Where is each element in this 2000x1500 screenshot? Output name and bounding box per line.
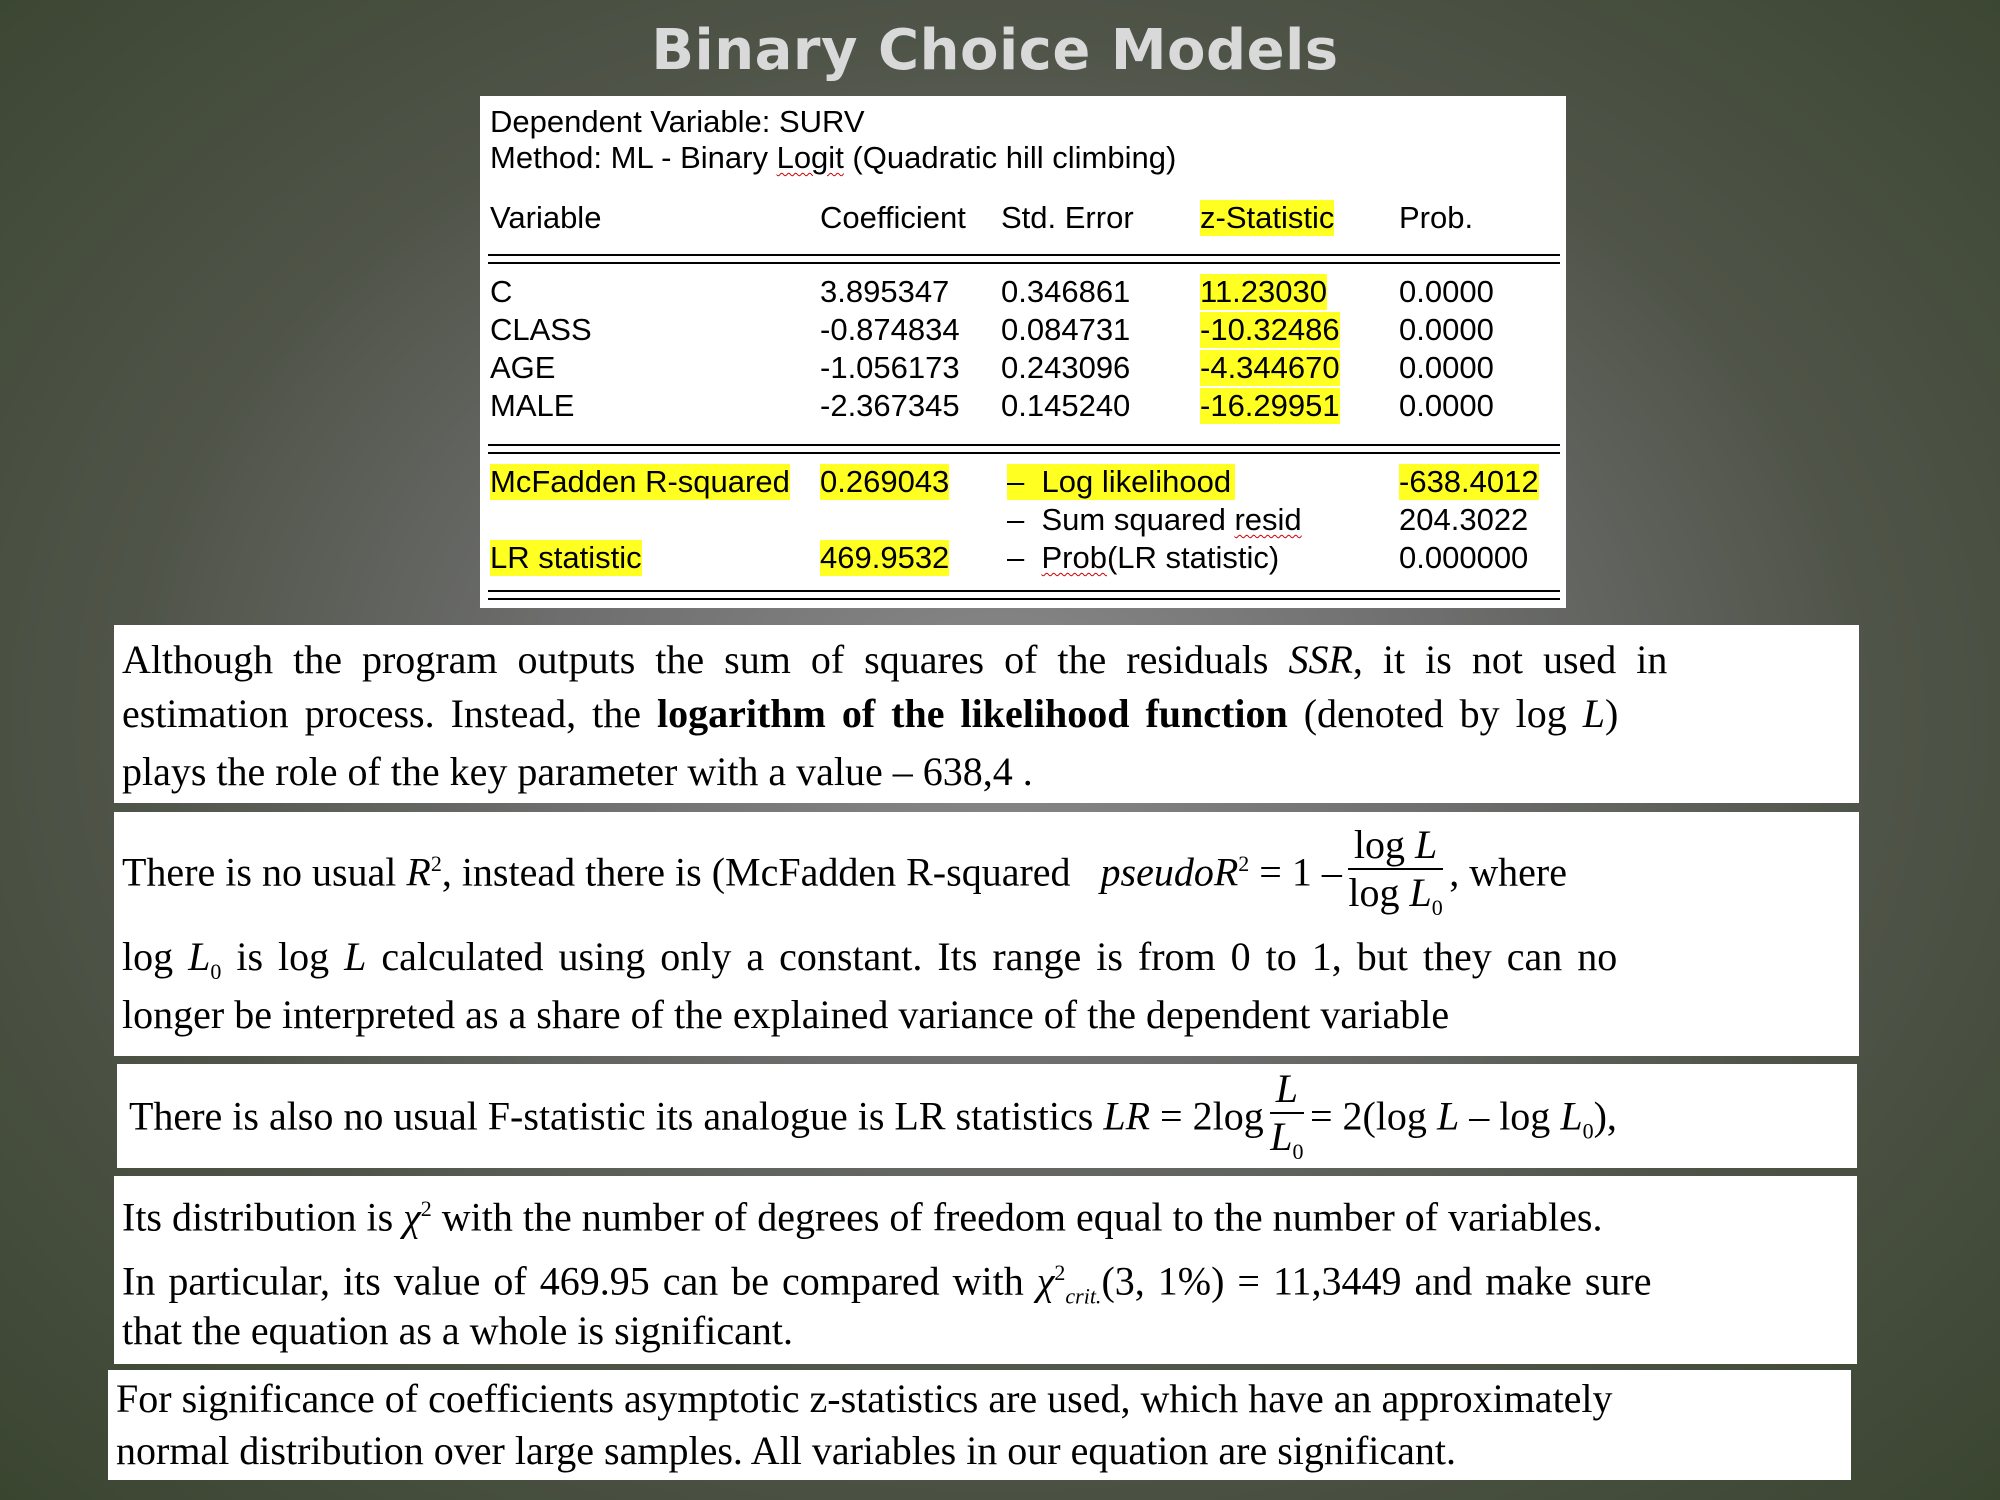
- ssr-resid: resid: [1234, 502, 1302, 537]
- box2-subscript: 0: [210, 959, 222, 984]
- box3-text: – log: [1459, 1093, 1561, 1139]
- double-rule-middle: [488, 444, 1560, 454]
- log-likelihood-label: [1007, 464, 1235, 500]
- mcfadden-label: McFadden R-squared: [490, 464, 790, 499]
- den-subscript: 0: [1292, 1139, 1304, 1164]
- crit-subscript: crit.: [1065, 1283, 1102, 1309]
- box2-text: There is no usual: [122, 849, 407, 895]
- den-L: L: [1270, 1114, 1293, 1159]
- box3-text: ),: [1593, 1093, 1617, 1139]
- row-std-error: 0.084731: [1001, 312, 1131, 347]
- text-box-chi-square: [114, 1176, 1857, 1364]
- row-variable: AGE: [490, 350, 556, 385]
- r-symbol: R: [406, 849, 431, 895]
- prob-text: Prob: [1041, 540, 1107, 575]
- fraction-numerator: [1348, 822, 1443, 870]
- row-coefficient: -0.874834: [820, 312, 960, 347]
- box2-text: , instead there is (McFadden R-squared: [441, 849, 1071, 895]
- box1-text: , it is not used in: [1352, 637, 1668, 682]
- box3-line: [129, 1066, 1617, 1182]
- ssr-label: [1007, 502, 1302, 538]
- ssr-value: 204.3022: [1399, 502, 1529, 537]
- box1-text: ): [1605, 691, 1619, 736]
- chi-symbol: χ: [403, 1194, 421, 1240]
- double-rule-bottom: [488, 590, 1560, 600]
- box2-symbol-L: L: [344, 934, 367, 979]
- box2-text: = 1 –: [1249, 849, 1342, 895]
- pseudo-r-superscript: 2: [1238, 851, 1250, 876]
- fraction-denominator: [1270, 1114, 1304, 1175]
- box1-text: (denoted by: [1287, 691, 1516, 736]
- box2-text: is log: [221, 934, 345, 979]
- box4-text: Its distribution is: [122, 1194, 404, 1240]
- row-z-statistic: -10.32486: [1200, 312, 1340, 347]
- box2-line3: longer be interpreted as a share of the explained variance of the dependent variable: [122, 992, 1450, 1037]
- lr-symbol: LR: [1103, 1093, 1151, 1139]
- chi-superscript: 2: [420, 1196, 432, 1221]
- text-box-lr-statistic: [117, 1064, 1857, 1168]
- box3-subscript: 0: [1582, 1118, 1594, 1144]
- slide-title: Binary Choice Models: [651, 18, 1339, 83]
- box1-line3: plays the role of the key parameter with a value – 638,4 .: [122, 749, 1033, 794]
- method-prefix: Method: ML - Binary: [490, 140, 777, 175]
- den-subscript: 0: [1431, 894, 1443, 920]
- box2-text: , where: [1449, 849, 1567, 895]
- chi-symbol: χ: [1036, 1258, 1055, 1304]
- ssr-text: Sum squared: [1041, 502, 1235, 537]
- row-prob: 0.0000: [1399, 274, 1494, 309]
- method-logit: Logit: [776, 140, 844, 175]
- den-L: L: [1409, 869, 1432, 915]
- row-prob: 0.0000: [1399, 350, 1494, 385]
- chi-superscript: 2: [1054, 1260, 1066, 1285]
- header-std-error: Std. Error: [1001, 200, 1134, 235]
- r-superscript: 2: [430, 851, 442, 876]
- ssr-symbol: SSR: [1288, 637, 1353, 682]
- box3-text: There is also no usual F-statistic its analogue is LR statistics: [129, 1093, 1104, 1139]
- prob-lr-value: 0.000000: [1399, 540, 1529, 575]
- lr-statistic-value: 469.9532: [820, 540, 950, 575]
- method-line: [490, 140, 1176, 176]
- text-box-loglikelihood: [114, 625, 1859, 803]
- text-box-significance: [108, 1370, 1851, 1480]
- row-prob: 0.0000: [1399, 388, 1494, 423]
- box1-text: Although the program outputs the sum of squares of the residuals: [122, 637, 1289, 682]
- box1-bold-term: logarithm of the likelihood function: [656, 691, 1288, 736]
- row-coefficient: -2.367345: [820, 388, 960, 423]
- box4-text: (3, 1%) = 11,3449 and make sure: [1101, 1258, 1652, 1304]
- row-std-error: 0.145240: [1001, 388, 1131, 423]
- fraction-numerator: L: [1270, 1066, 1304, 1114]
- text-box-pseudo-r2: [114, 812, 1859, 1056]
- row-variable: C: [490, 274, 513, 309]
- mcfadden-value: 0.269043: [820, 464, 950, 499]
- box2-text: calculated using only a constant. Its range is from 0 to 1, but they can no: [366, 934, 1618, 979]
- box5-line2: normal distribution over large samples. All variables in our equation are significant.: [116, 1428, 1457, 1473]
- box1-line1: [122, 633, 1667, 687]
- box1-text: estimation process. Instead, the: [122, 691, 657, 736]
- box1-symbol-L: L: [1582, 691, 1606, 736]
- row-z-statistic: 11.23030: [1200, 274, 1327, 309]
- box4-text: with the number of degrees of freedom equal to the number of variables.: [431, 1194, 1603, 1240]
- row-variable: MALE: [490, 388, 575, 423]
- num-log: log: [1353, 821, 1415, 867]
- num-L: L: [1414, 821, 1438, 867]
- box2-line1: [122, 816, 1567, 931]
- box3-symbol-L: L: [1560, 1093, 1583, 1139]
- lr-fraction: [1270, 1066, 1304, 1175]
- row-std-error: 0.346861: [1001, 274, 1131, 309]
- box5-line1: For significance of coefficients asymptotic z-statistics are used, which have an approximately: [116, 1376, 1613, 1421]
- header-variable: Variable: [490, 200, 602, 235]
- row-coefficient: 3.895347: [820, 274, 950, 309]
- box2-symbol-L: L: [188, 934, 211, 979]
- lr-statistic-text: (LR statistic): [1106, 540, 1280, 575]
- box4-line1: [122, 1182, 1602, 1244]
- den-log: log: [1348, 869, 1410, 915]
- header-z-statistic: z-Statistic: [1200, 200, 1335, 235]
- dash: –: [1007, 464, 1025, 499]
- row-std-error: 0.243096: [1001, 350, 1131, 385]
- fraction-denominator: [1348, 870, 1443, 931]
- box3-text: = 2log: [1150, 1093, 1264, 1139]
- pseudo-r2-fraction: [1348, 822, 1443, 931]
- lr-statistic-label: LR statistic: [490, 540, 642, 575]
- header-prob: Prob.: [1399, 200, 1474, 235]
- box1-text: log: [1515, 691, 1583, 736]
- box4-text: In particular, its value of 469.95 can be compared with: [122, 1258, 1037, 1304]
- dash: –: [1007, 540, 1025, 575]
- double-rule-top: [488, 254, 1560, 264]
- header-coefficient: Coefficient: [820, 200, 966, 235]
- dependent-variable-line: Dependent Variable: SURV: [490, 104, 865, 139]
- box4-line3: that the equation as a whole is significant.: [122, 1308, 793, 1353]
- dash: –: [1007, 502, 1025, 537]
- prob-lr-label: [1007, 540, 1279, 576]
- pseudo-r-symbol: pseudoR: [1100, 849, 1239, 895]
- row-coefficient: -1.056173: [820, 350, 960, 385]
- method-suffix: (Quadratic hill climbing): [843, 140, 1177, 175]
- box1-line2: [122, 687, 1618, 741]
- box2-text: log: [122, 934, 189, 979]
- log-likelihood-value: -638.4012: [1399, 464, 1539, 499]
- box3-text: = 2(log: [1309, 1093, 1437, 1139]
- row-z-statistic: -16.29951: [1200, 388, 1340, 423]
- row-variable: CLASS: [490, 312, 592, 347]
- box3-symbol-L: L: [1436, 1093, 1460, 1139]
- row-prob: 0.0000: [1399, 312, 1494, 347]
- log-likelihood-text: Log likelihood: [1041, 464, 1232, 499]
- row-z-statistic: -4.344670: [1200, 350, 1340, 385]
- eviews-output-table: [480, 96, 1566, 608]
